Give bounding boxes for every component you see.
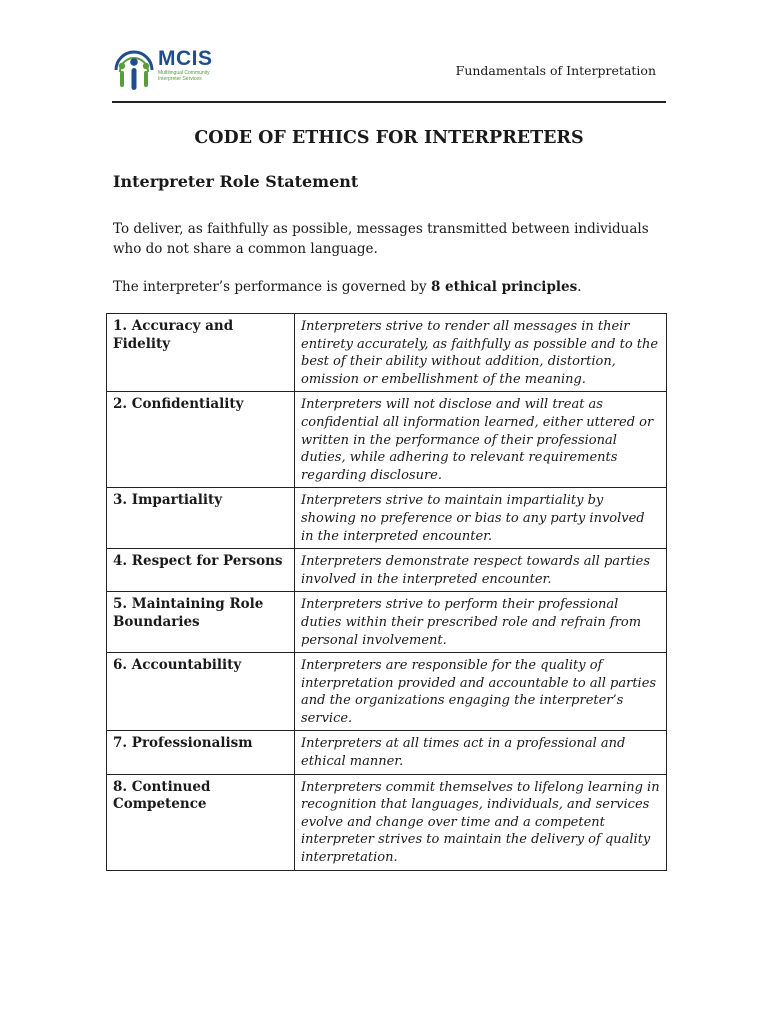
table-row <box>107 653 667 731</box>
people-logo-icon <box>112 44 156 94</box>
principles-intro-bold: 8 ethical principles <box>430 279 578 295</box>
principle-description: Interpreters are responsible for the quality of interpretation provided and accountable to all parties and the organizations engaging the interpreter’s service. <box>295 653 667 731</box>
role-statement: To deliver, as faithfully as possible, messages transmitted between individuals who do not share a common language. <box>113 221 649 257</box>
principles-intro-prefix: The interpreter’s performance is governed by <box>113 279 431 295</box>
table-row <box>107 488 667 549</box>
principle-name: 7. Professionalism <box>107 731 295 774</box>
principles-intro <box>113 277 673 297</box>
principle-name: 6. Accountability <box>107 653 295 731</box>
principle-description: Interpreters commit themselves to lifelong learning in recognition that languages, individuals, and services evolve and change over time and a competent interpreter strives to maintain the delivery of quality interpretation. <box>295 774 667 870</box>
table-row <box>107 314 667 392</box>
principle-description: Interpreters strive to perform their professional duties within their prescribed role and refrain from personal involvement. <box>295 592 667 653</box>
table-row <box>107 731 667 774</box>
table-row <box>107 392 667 488</box>
principles-intro-suffix: . <box>577 279 582 295</box>
principle-description: Interpreters demonstrate respect towards all parties involved in the interpreted encounter. <box>295 549 667 592</box>
section-heading: Interpreter Role Statement <box>113 172 359 191</box>
principle-name: 5. Maintaining Role Boundaries <box>107 592 295 653</box>
ethics-table <box>106 313 667 871</box>
logo-name: MCIS <box>158 47 213 70</box>
principle-name: 8. Continued Competence <box>107 774 295 870</box>
principle-description: Interpreters at all times act in a professional and ethical manner. <box>295 731 667 774</box>
header-divider <box>112 101 666 103</box>
principle-description: Interpreters strive to render all messages in their entirety accurately, as faithfully as possible and to the best of their ability without addition, distortion, omission or embellishment of the meaning. <box>295 314 667 392</box>
principle-name: 4. Respect for Persons <box>107 549 295 592</box>
table-row <box>107 774 667 870</box>
principle-description: Interpreters will not disclose and will treat as confidential all information learned, either uttered or written in the performance of their professional duties, while adhering to relevant requirements regarding disclosure. <box>295 392 667 488</box>
logo-subtitle: Multilingual Community Interpreter Services <box>158 70 210 82</box>
principle-name: 1. Accuracy and Fidelity <box>107 314 295 392</box>
page-title: CODE OF ETHICS FOR INTERPRETERS <box>194 128 584 148</box>
principle-description: Interpreters strive to maintain impartiality by showing no preference or bias to any party involved in the interpreted encounter. <box>295 488 667 549</box>
table-row <box>107 592 667 653</box>
header-course-title: Fundamentals of Interpretation <box>455 63 656 78</box>
principle-name: 3. Impartiality <box>107 488 295 549</box>
table-row <box>107 549 667 592</box>
mcis-logo <box>112 44 232 94</box>
principle-name: 2. Confidentiality <box>107 392 295 488</box>
